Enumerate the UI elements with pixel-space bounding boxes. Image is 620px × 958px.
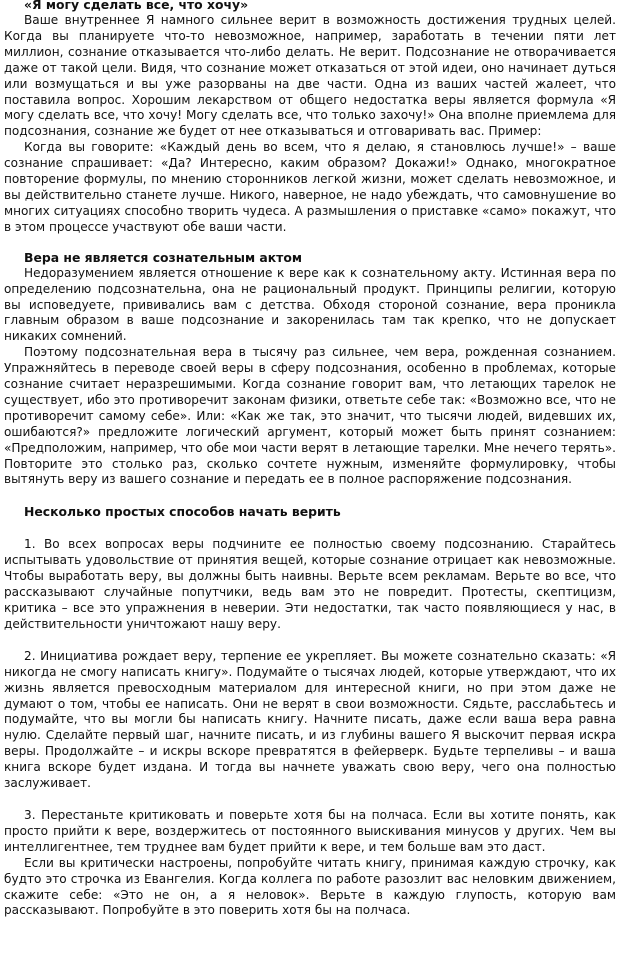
list-paragraph: 1. Во всех вопросах веры подчините ее полностью своему подсознанию. Старайтесь испытывать удовольствие от принятия вещей, которые сознание отрицает как невозможные. Чтобы выработать веру, вы должны быть наивны. Верьте всем рекламам. Верьте во все, что рассказывают случайные попутчики, ведь вам это не повредит. Протесты, скептицизм, критика – все это упражнения в неверии. Эти недостатки, так часто появляющиеся у нас, в действительности уничтожают нашу веру. bbox=[4, 537, 616, 631]
paragraph: Если вы критически настроены, попробуйте читать книгу, принимая каждую строчку, как будто это строчка из Евангелия. Когда коллега по работе разозлит вас неловким движением, скажите себе: «Это не он, а я неловок». Верьте в каждую глупость, которую вам рассказывают. Попробуйте в это поверить хотя бы на полчаса. bbox=[4, 855, 616, 918]
list-paragraph: 2. Инициатива рождает веру, терпение ее укрепляет. Вы можете сознательно сказать: «Я никогда не смогу написать книгу». Подумайте о тысячах людей, которые утверждают, что их жизнь является превосходным материалом для интересной книги, но при этом даже не думают о том, чтобы ее написать. Они не верят в свои возможности. Сядьте, расслабьтесь и подумайте, что вы могли бы написать книгу. Начните писать, даже если ваша вера равна нулю. Сделайте первый шаг, начните писать, и из глубины вашего Я выскочит первая искра веры. Продолжайте – и искры вскоре превратятся в фейерверк. Будьте терпеливы – и ваша книга вскоре будет издана. И тогда вы начнете уважать свою веру, чего она полностью заслуживает. bbox=[4, 648, 616, 791]
paragraph: Недоразумением является отношение к вере как к сознательному акту. Истинная вера по определению подсознательна, она не рациональный продукт. Принципы религии, которую вы исповедуете, прививались вам с детства. Обходя стороной сознание, вера проникла главным образом в ваше подсознание и закоренилась там так крепко, что не допускает никаких сомнений. bbox=[4, 265, 616, 344]
section-heading: Несколько простых способов начать верить bbox=[24, 504, 341, 520]
paragraph: Ваше внутреннее Я намного сильнее верит в возможность достижения трудных целей. Когда вы планируете что-то невозможное, например, заработать в течении пяти лет миллион, сознание отказывается что-либо делать. Не верит. Подсознание не отворачивается даже от такой цели. Видя, что сознание может отказаться от этой идеи, оно начинает дуться или возмущаться и вы уже разорваны на две части. Одна из ваших частей жалеет, что поставила вопрос. Хорошим лекарством от общего недостатка веры является формула «Я могу сделать все, что хочу! Могу сделать все, что только захочу!» Она вполне приемлема для подсознания, сознание же будет от нее отказываться и отговаривать вас. Пример: bbox=[4, 13, 616, 139]
paragraph: Поэтому подсознательная вера в тысячу раз сильнее, чем вера, рожденная сознанием. Упражняйтесь в переводе своей веры в сферу подсознания, особенно в проблемах, которые сознание считает неразрешимыми. Когда сознание говорит вам, что летающих тарелок не существует, ибо это противоречит законам физики, ответьте себе так: «Возможно все, что не противоречит самому себе». Или: «Как же так, это значит, что тысячи людей, видевших их, ошибаются?» предложите логический аргумент, который может быть принят сознанием: «Предположим, например, что обе мои части верят в летающие тарелки. Мне нечего терять». Повторите это столько раз, сколько сочтете нужным, изменяйте формулировку, чтобы вытянуть веру из вашего сознание и передать ее в полное распоряжение подсознания. bbox=[4, 345, 616, 487]
paragraph: Когда вы говорите: «Каждый день во всем, что я делаю, я становлюсь лучше!» – ваше сознание спрашивает: «Да? Интересно, каким образом? Докажи!» Однако, многократное повторение формулы, по мнению сторонников легкой жизни, может сделать невозможное, и вы действительно станете лучше. Никого, наверное, не надо убеждать, что самовнушение во многих ситуациях способно творить чудеса. А размышления о приставке «само» покажут, что в этом процессе участвуют обе ваши части. bbox=[4, 140, 616, 234]
section-heading: Вера не является сознательным актом bbox=[24, 249, 302, 265]
section-heading: «Я могу сделать все, что хочу» bbox=[24, 0, 249, 12]
list-paragraph: 3. Перестаньте критиковать и поверьте хотя бы на полчаса. Если вы хотите понять, как просто прийти к вере, воздержитесь от постоянного выискивания минусов у других. Чем вы интеллигентнее, тем труднее вам будет прийти к вере, и тем больше вам это даст. bbox=[4, 807, 616, 854]
